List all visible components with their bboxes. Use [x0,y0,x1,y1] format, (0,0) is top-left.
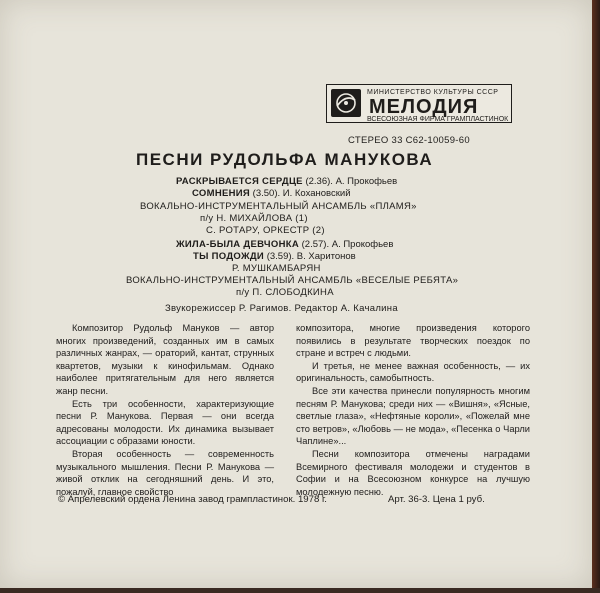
logo-company: ВСЕСОЮЗНАЯ ФИРМА ГРАМПЛАСТИНОК [367,116,509,123]
left-paragraph: Есть три особенности, характеризующие песни Р. Манукова. Первая — они всегда адресованы молодости. Их динамика вызывает ассоциации с образами юности. [56,398,274,447]
catalog-number: СТЕРЕО 33 С62-10059-60 [348,135,470,146]
ensemble-1-conductor: п/у Н. МИХАЙЛОВА (1) [200,213,308,224]
song-1 [176,177,397,187]
ensemble-2-conductor: п/у П. СЛОБОДКИНА [236,287,334,298]
engineers-credit: Звукорежиссер Р. Рагимов. Редактор А. Качалина [165,303,398,314]
song-4 [193,252,356,262]
price-info: Арт. 36-3. Цена 1 руб. [388,494,485,505]
song-1-name: РАСКРЫВАЕТСЯ СЕРДЦЕ [176,176,303,187]
melodiya-emblem-icon [331,89,361,117]
right-paragraph: композитора, многие произведения которого появились в результате творческих поездок по стране и встреч с людьми. [296,323,530,359]
song-3 [176,240,393,250]
song-3-details: (2.57). А. Прокофьев [299,239,394,250]
song-2-name: СОМНЕНИЯ [192,188,251,199]
left-paragraph: Вторая особенность — современность музыкального мышления. Песни Р. Манукова — живой отклик на сегодняшний день. И это, пожалуй, главное свойство [56,448,274,497]
song-4-details: (3.59). В. Харитонов [264,251,356,262]
logo-ministry: МИНИСТЕРСТВО КУЛЬТУРЫ СССР [367,89,499,96]
ensemble-1-soloist: С. РОТАРУ, ОРКЕСТР (2) [206,225,325,236]
ensemble-2-name: ВОКАЛЬНО-ИНСТРУМЕНТАЛЬНЫЙ АНСАМБЛЬ «ВЕСЕЛЫЕ РЕБЯТА» [126,275,459,286]
album-title: ПЕСНИ РУДОЛЬФА МАНУКОВА [136,150,434,169]
logo-brand: МЕЛОДИЯ [369,96,479,118]
ensemble-1-name: ВОКАЛЬНО-ИНСТРУМЕНТАЛЬНЫЙ АНСАМБЛЬ «ПЛАМЯ» [140,201,417,212]
factory-credit: © Апрелевский ордена Ленина завод грампластинок. 1978 г. [58,494,327,505]
ensemble-2-soloist: Р. МУШКАМБАРЯН [232,263,321,274]
right-paragraph: Песни композитора отмечены наградами Всемирного фестиваля молодежи и студентов в Софии и на Всесоюзном конкурсе на лучшую молодежную песню. [296,448,530,497]
right-paragraph: И третья, не менее важная особенность, — их оригинальность, самобытность. [296,360,530,384]
right-paragraph: Все эти качества принесли популярность многим песням Р. Манукова; среди них — «Вишня», «Ясные, светлые глаза», «Нефтяные короли», «Пожелай мне сто ветров», «Любовь — не мода», «Песенка о Чарли Чаплине»... [296,385,530,447]
melodiya-logo [326,84,512,123]
sleeve-edge-bottom [0,588,600,593]
sleeve-edge-right [592,0,600,593]
song-4-name: ТЫ ПОДОЖДИ [193,251,265,262]
left-paragraph: Композитор Рудольф Мануков — автор многих произведений, созданных им в самых различных жанрах, — ораторий, кантат, струнных квартетов, музыки к кинофильмам. Однако наиболее притягательным для него является жанр песни. [56,323,274,396]
left-text-column [56,322,274,498]
song-3-name: ЖИЛА-БЫЛА ДЕВЧОНКА [176,239,299,250]
song-1-details: (2.36). А. Прокофьев [302,176,398,187]
right-text-column [296,322,530,498]
song-2 [192,189,351,199]
song-2-details: (3.50). И. Кохановский [250,188,351,199]
